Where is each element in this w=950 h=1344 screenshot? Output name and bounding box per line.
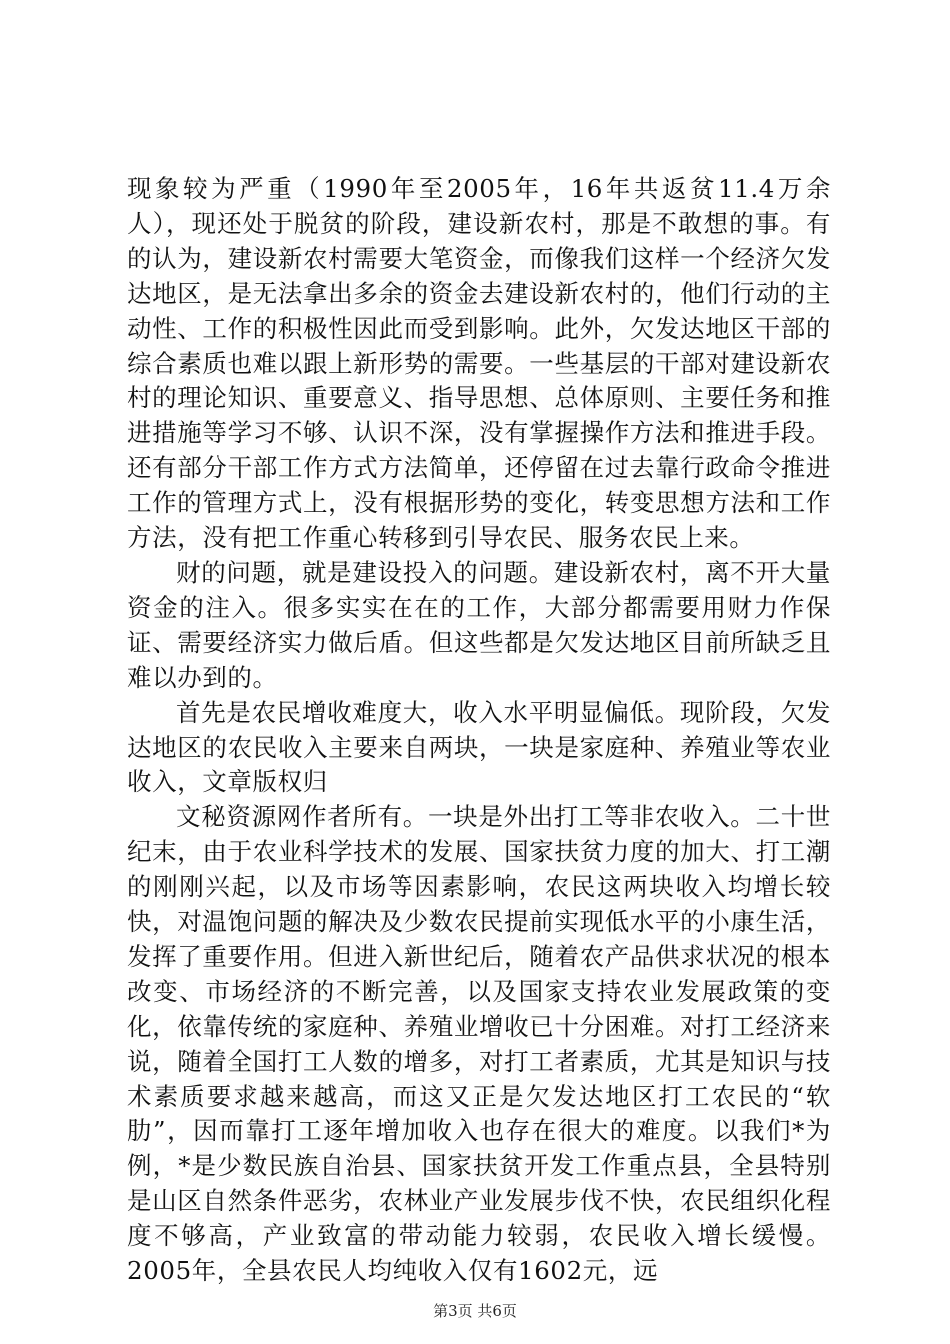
page-footer bbox=[0, 1300, 950, 1321]
paragraph: 现象较为严重（1990年至2005年，16年共返贫11.4万余人），现还处于脱贫的阶段，建设新农村，那是不敢想的事。有的认为，建设新农村需要大笔资金，而像我们这样一个经济欠发达地区，是无法拿出多余的资金去建设新农村的，他们行动的主动性、工作的积极性因此而受到影响。此外，欠发达地区干部的综合素质也难以跟上新形势的需要。一些基层的干部对建设新农村的理论知识、重要意义、指导思想、总体原则、主要任务和推进措施等学习不够、认识不深，没有掌握操作方法和推进手段。还有部分干部工作方式方法简单，还停留在过去靠行政命令推进工作的管理方式上，没有根据形势的变化，转变思想方法和工作方法，没有把工作重心转移到引导农民、服务农民上来。 bbox=[127, 174, 831, 553]
paragraph: 文秘资源网作者所有。一块是外出打工等非农收入。二十世纪末，由于农业科学技术的发展、国家扶贫力度的加大、打工潮的刚刚兴起，以及市场等因素影响，农民这两块收入均增长较快，对温饱问题的解决及少数农民提前实现低水平的小康生活，发挥了重要作用。但进入新世纪后，随着农产品供求状况的根本改变、市场经济的不断完善，以及国家支持农业发展政策的变化，依靠传统的家庭种、养殖业增收已十分困难。对打工经济来说，随着全国打工人数的增多，对打工者素质，尤其是知识与技术素质要求越来越高，而这又正是欠发达地区打工农民的“软肋”，因而靠打工逐年增加收入也存在很大的难度。以我们*为例，*是少数民族自治县、国家扶贫开发工作重点县，全县特别是山区自然条件恶劣，农林业产业发展步伐不快，农民组织化程度不够高，产业致富的带动能力较弱，农民收入增长缓慢。2005年，全县农民人均纯收入仅有1602元，远 bbox=[127, 802, 831, 1286]
page-number-label: 第3页 共6页 bbox=[433, 1302, 517, 1320]
paragraph: 财的问题，就是建设投入的问题。建设新农村，离不开大量资金的注入。很多实实在在的工作，大部分都需要用财力作保证、需要经济实力做后盾。但这些都是欠发达地区目前所缺乏且难以办到的。 bbox=[127, 557, 831, 692]
document-body bbox=[127, 172, 831, 1289]
paragraph: 首先是农民增收难度大，收入水平明显偏低。现阶段，欠发达地区的农民收入主要来自两块，一块是家庭种、养殖业等农业收入，文章版权归 bbox=[127, 697, 831, 797]
